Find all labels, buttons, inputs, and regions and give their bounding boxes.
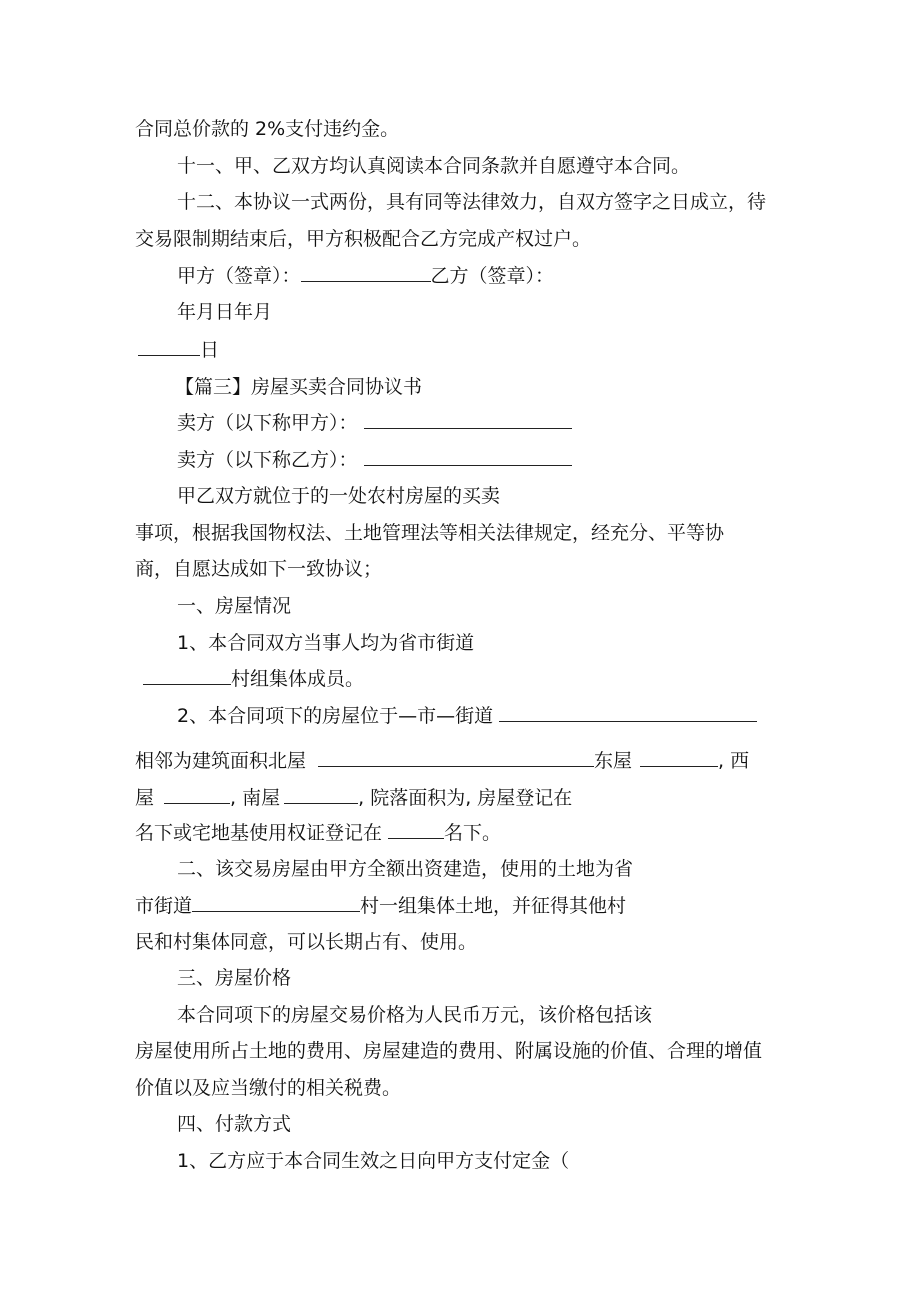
date-line: [138, 338, 219, 362]
party-a-signature-label: 甲方（签章）：: [177, 265, 301, 287]
seller-line: [177, 411, 572, 435]
south-house-label: , 南屋: [230, 787, 281, 809]
house-label: 屋: [135, 787, 155, 809]
text-line: 商，自愿达成如下一致协议；: [135, 558, 383, 580]
date-line: 年月日年月: [177, 301, 273, 323]
text-line: 1、乙方应于本合同生效之日向甲方支付定金（: [177, 1150, 570, 1172]
under-name-label: 名下。: [444, 822, 502, 844]
courtyard-label: , 院落面积为, 房屋登记在: [358, 787, 573, 809]
text-line: 1、本合同双方当事人均为省市街道: [177, 632, 475, 654]
text-line: [135, 894, 626, 918]
east-house-blank: [640, 749, 718, 767]
location-label: 2、本合同项下的房屋位于—市—街道: [177, 705, 494, 727]
text-line: [135, 749, 749, 773]
section-heading: 【篇三】房屋买卖合同协议书: [175, 376, 423, 398]
text-line: [143, 667, 364, 691]
clause-twelve: 十二、本协议一式两份，具有同等法律效力，自双方签字之日成立，待: [177, 191, 767, 213]
text-line: [135, 821, 501, 845]
text-line: 本合同项下的房屋交易价格为人民币万元，该价格包括该: [177, 1004, 653, 1026]
section-heading: 二、该交易房屋由甲方全额出资建造，使用的土地为省: [177, 858, 634, 880]
text-line: 价值以及应当缴付的相关税费。: [135, 1077, 402, 1099]
certificate-blank: [388, 821, 444, 839]
village-label: 村组集体成员。: [231, 668, 365, 690]
section-heading: 四、付款方式: [177, 1113, 292, 1135]
clause-eleven: 十一、甲、乙双方均认真阅读本合同条款并自愿遵守本合同。: [177, 155, 691, 177]
west-label: , 西: [718, 750, 750, 772]
seller-label: 卖方（以下称甲方）：: [177, 412, 358, 434]
north-house-blank: [318, 749, 594, 767]
land-label: 村一组集体土地，并征得其他村: [360, 895, 627, 917]
party-a-signature-blank: [301, 264, 431, 282]
text-line: 甲乙双方就位于的一处农村房屋的买卖: [177, 485, 501, 507]
text-line: [177, 704, 757, 728]
north-house-label: 相邻为建筑面积北屋: [135, 750, 307, 772]
day-blank: [138, 338, 200, 356]
section-heading: 一、房屋情况: [177, 595, 292, 617]
text-line: 事项，根据我国物权法、土地管理法等相关法律规定，经充分、平等协: [135, 522, 725, 544]
day-label: 日: [200, 339, 220, 361]
east-house-label: 东屋: [594, 750, 633, 772]
buyer-label: 卖方（以下称乙方）：: [177, 449, 358, 471]
text-line: [135, 786, 572, 810]
street-label: 市街道: [135, 895, 193, 917]
seller-blank: [364, 411, 572, 429]
buyer-blank: [364, 448, 572, 466]
text-line: 合同总价款的 2%支付违约金。: [135, 118, 400, 140]
certificate-label: 名下或宅地基使用权证登记在: [135, 822, 383, 844]
text-line: 交易限制期结束后，甲方积极配合乙方完成产权过户。: [135, 228, 592, 250]
street-blank: [192, 894, 360, 912]
buyer-line: [177, 448, 572, 472]
west-house-blank: [164, 786, 230, 804]
location-blank: [499, 704, 757, 722]
text-line: 民和村集体同意，可以长期占有、使用。: [135, 931, 478, 953]
text-line: 房屋使用所占土地的费用、房屋建造的费用、附属设施的价值、合理的增值: [135, 1040, 763, 1062]
south-house-blank: [284, 786, 358, 804]
section-heading: 三、房屋价格: [177, 967, 292, 989]
signature-line: [177, 264, 554, 288]
village-blank: [143, 667, 231, 685]
party-b-signature-label: 乙方（签章）：: [430, 265, 555, 287]
